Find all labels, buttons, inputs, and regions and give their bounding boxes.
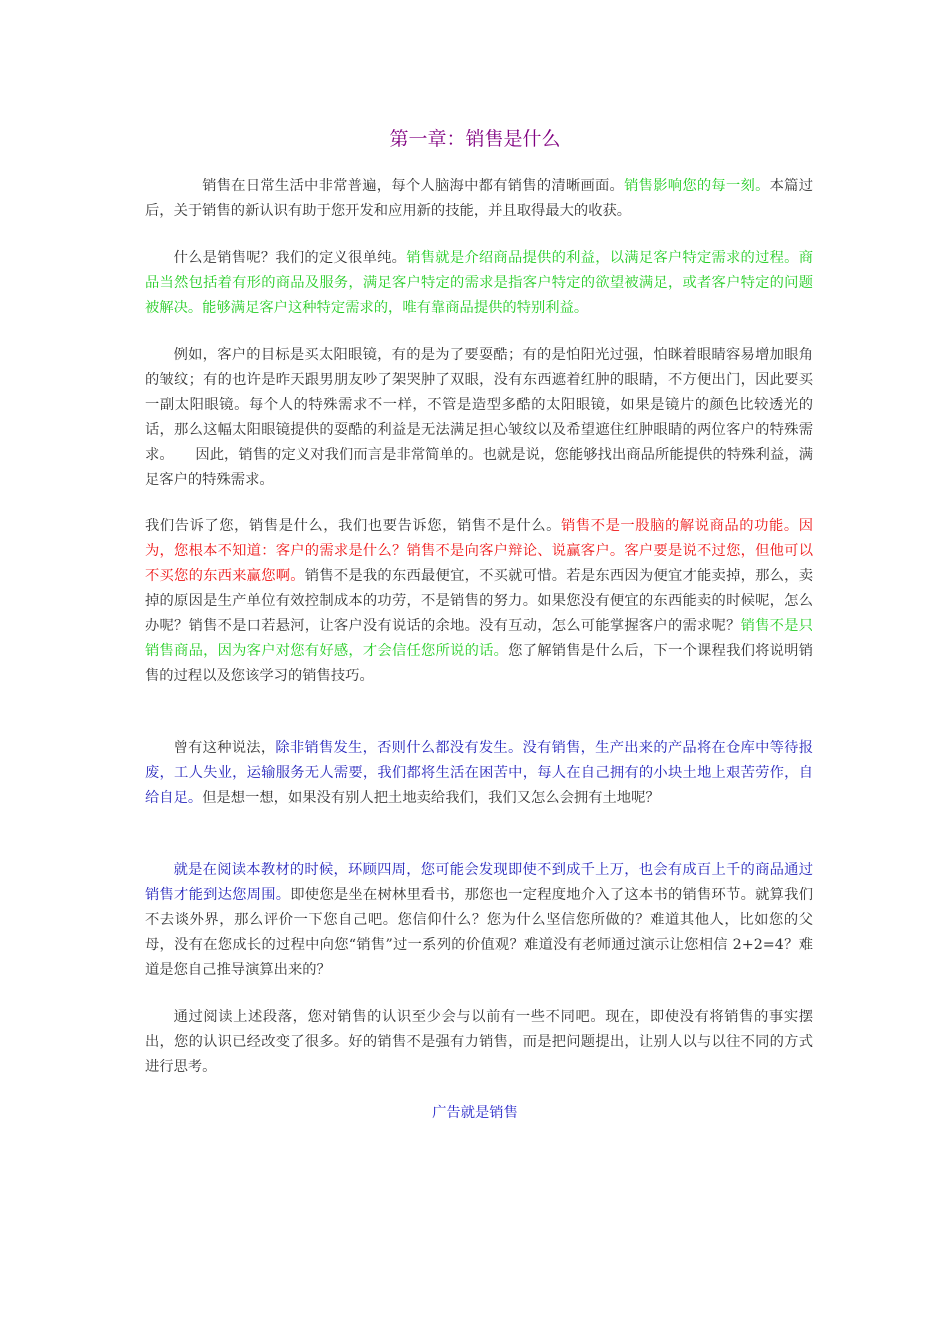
- p1-text-a: 销售在日常生活中非常普遍，每个人脑海中都有销售的清晰画面。: [202, 178, 625, 194]
- paragraph-1: [145, 174, 813, 224]
- p4-red-highlight: 销售不是一股脑的解说商品的功能。因为，您根本不知道：客户的需求是什么？销售不是向客户辩论、说赢客户。客户要是说不过您，但他可以不买您的东西来赢您啊。: [145, 518, 814, 584]
- p2-text-a: 什么是销售呢？我们的定义很单纯。: [173, 250, 407, 266]
- paragraph-5: [145, 736, 813, 811]
- p4-text-c: 销售不是我的东西最便宜，不买就可惜。若是东西因为便宜才能卖掉，那么，卖掉的原因是生产单位有效控制成本的功劳，不是销售的努力。如果您没有便宜的东西能卖的时候呢，怎么办呢？销售不是口若悬河，让客户没有说话的余地。没有互动，怎么可能掌握客户的需求呢？: [145, 568, 813, 634]
- paragraph-6: [145, 858, 813, 983]
- paragraph-2: [145, 246, 813, 321]
- p3-text-a: 例如，客户的目标是买太阳眼镜，有的是为了要耍酷；有的是怕阳光过强，怕眯着眼睛容易增加眼角的皱纹；有的也许是昨天跟男朋友吵了架哭肿了双眼，没有东西遮着红肿的眼睛，不方便出门，因此要买一副太阳眼镜。每个人的特殊需求不一样，不管是造型多酷的太阳眼镜，如果是镜片的颜色比较透光的话，那么这幅太阳眼镜提供的耍酷的利益是无法满足担心皱纹以及希望遮住红肿眼睛的两位客户的特殊需求。: [145, 347, 813, 463]
- p4-text-e: 您了解销售是什么后，下一个课程我们将说明销售的过程以及您该学习的销售技巧。: [145, 643, 814, 684]
- p3-text-b: 因此，销售的定义对我们而言是非常简单的。也就是说，您能够找出商品所能提供的特殊利益，满足客户的特殊需求。: [145, 447, 813, 488]
- p5-text-a: 曾有这种说法，: [173, 740, 276, 756]
- p6-text-b: 即使您是坐在树林里看书，那您也一定程度地介入了这本书的销售环节。就算我们不去谈外界，那么评价一下您自己吧。您信仰什么？您为什么坚信您所做的？难道其他人，比如您的父母，没有在您成长的过程中向您“销售”过一系列的价值观？难道没有老师通过演示让您相信 2+2=4？难道是您自己推导演算出来的？: [145, 887, 814, 978]
- paragraph-3: [145, 343, 813, 493]
- paragraph-4: [145, 514, 813, 689]
- p6-blue-highlight: 就是在阅读本教材的时候，环顾四周，您可能会发现即使不到成千上万，也会有成百上千的商品通过销售才能到达您周围。: [145, 862, 813, 903]
- p2-highlight: 销售就是介绍商品提供的利益，以满足客户特定需求的过程。商品当然包括着有形的商品及服务，满足客户特定的需求是指客户特定的欲望被满足，或者客户特定的问题被解决。能够满足客户这种特定需求的，唯有靠商品提供的特别利益。: [145, 250, 814, 316]
- p5-text-c: 但是想一想，如果没有别人把土地卖给我们，我们又怎么会拥有土地呢？: [202, 790, 660, 806]
- p4-text-a: 我们告诉了您，销售是什么，我们也要告诉您，销售不是什么。: [145, 518, 561, 534]
- p5-blue-highlight: 除非销售发生，否则什么都没有发生。没有销售，生产出来的产品将在仓库中等待报废，工人失业，运输服务无人需要，我们都将生活在困苦中，每人在自己拥有的小块土地上艰苦劳作，自给自足。: [145, 740, 813, 806]
- p1-text-c: 本篇过后，关于销售的新认识有助于您开发和应用新的技能，并且取得最大的收获。: [145, 178, 814, 219]
- paragraph-7: [145, 1005, 813, 1080]
- p4-green-highlight: 销售不是只销售商品，因为客户对您有好感，才会信任您所说的话。: [145, 618, 813, 659]
- section-subtitle: 广告就是销售: [432, 1105, 518, 1121]
- chapter-title: 第一章：销售是什么: [389, 128, 561, 150]
- p7-text-a: 通过阅读上述段落，您对销售的认识至少会与以前有一些不同吧。现在，即使没有将销售的事实摆出，您的认识已经改变了很多。好的销售不是强有力销售，而是把问题提出，让别人以与以往不同的方式进行思考。: [145, 1009, 813, 1075]
- p1-highlight: 销售影响您的每一刻。: [624, 178, 770, 194]
